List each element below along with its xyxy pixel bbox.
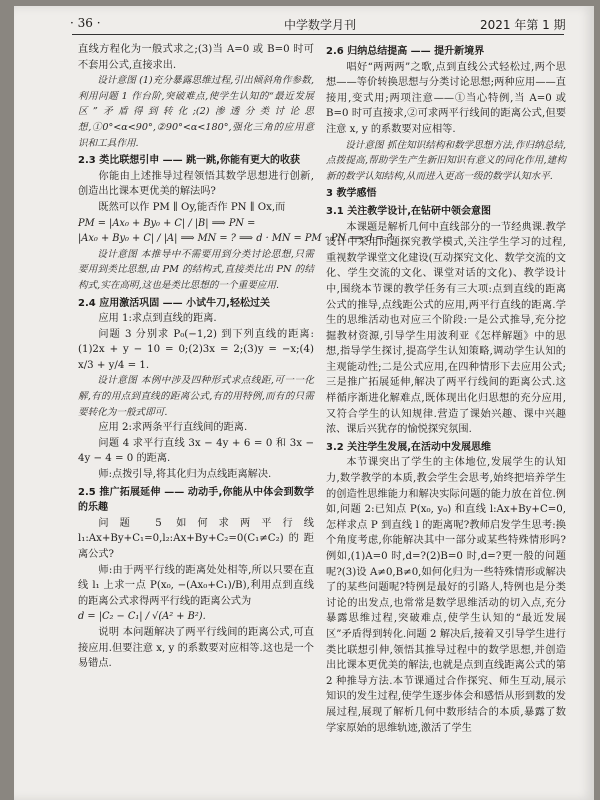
paragraph: 应用 2:求两条平行直线间的距离. <box>98 422 248 434</box>
paragraph: 问题 5 如何求两平行线 l₁:Ax+By+C₁=0,l₂:Ax+By+C₂=0(C₁≠C₂)的距离公式? <box>78 517 314 560</box>
paragraph: 唱好“两两两”之歌,点到直线公式轻松过,两个思想——等价转换思想与分类讨论思想;两种应用——直接用,变式用;两项注意——①当心特例,当 A=0 或 B=0 时可直接求,②可求两平行线间的距离公式,但要注意 x, y 的系数要对应相等. <box>326 61 566 135</box>
design-intent-note: 设计意图 (1)充分暴露思维过程,引出倾斜角作参数,利用问题 1 作台阶,突破难点,使学生认知的“最近发展区”矛盾得到转化;(2)渗透分类讨论思想,①0°<α<90°,②90°<α<180°,强化三角的应用意识和工具作用. <box>78 75 314 149</box>
section-heading: 3.2 关注学生发展,在活动中发展思维 <box>326 441 491 453</box>
design-intent-note: 设计意图 本例中涉及四种形式求点线距,可一一化解,有的用点到直线的距离公式,有的用特例,而有的只需要转化为一般式即可. <box>78 375 314 418</box>
issue-label: 2021 年第 1 期 <box>480 18 566 32</box>
paragraph: 直线方程化为一般式求之;(3)当 A=0 或 B=0 时可不套用公式,直接求出. <box>78 44 314 71</box>
section-heading: |Ax₀ + By₀ + C| / |A| ⟹ MN = ? ⟹ d · MN = PM · PN ⟹ d = ? <box>78 233 393 245</box>
paragraph: 应用 1:求点到直线的距离. <box>98 313 217 325</box>
section-heading: PM = |Ax₀ + By₀ + C| / |B| ⟹ PN = <box>78 217 256 229</box>
paragraph: 本课题是解析几何中直线部分的一节经典课.教学设计中采用问题探究教学模式,关注学生学习的过程,重视数学课堂文化建设(互动探究文化、数学交流的文化、学生交流的文化、课堂对话的文化)、教学设计中,围绕本节课的教学任务有三大项:点到直线的距离公式的推导,点线距公式的应用,两平行直线的距离.学生的思维活动也对应三个阶段:一是公式推导,充分挖掘教材资源,引导学生用波利亚《怎样解题》中的思想,指导学生探讨,提高学生认知策略,调动学生认知的主观能动性;二是公式应用,在四种情形下去应用公式;三是推广拓展延伸,解决了两平行线间的距离公式.这样循序渐进化解难点,既体现出化归思想的充分应用,又符合学生的认知规律.营造了课始兴趣、课中兴趣浓、课后兴犹存的愉悦探究氛围. <box>326 221 566 436</box>
section-heading: 2.6 归纳总结提高 —— 提升新境界 <box>326 46 485 57</box>
paragraph: 师:由于两平行线的距离处处相等,所以只要在直线 l₁ 上求一点 P(x₀, −(Ax₀+C₁)/B),利用点到直线的距离公式求得两平行线的距离公式为 <box>78 564 314 607</box>
page-number: · 36 · <box>70 16 101 30</box>
paragraph: 师:点拨引导,将其化归为点线距离解决. <box>98 469 272 481</box>
journal-title: 中学数学月刊 <box>284 18 357 32</box>
design-intent-note: 设计意图 本推导中不需要用到分类讨论思想,只需要用到类比思想,由 PM 的结构式,直接类比出 PN 的结构式,实在高明,这也是类比思想的一个重要应用. <box>78 248 314 291</box>
paragraph: 问题 4 求平行直线 3x − 4y + 6 = 0 和 3x − 4y − 4 = 0 的距离. <box>78 437 314 465</box>
paragraph: 问题 3 分别求 P₀(−1,2) 到下列直线的距离:(1)2x + y − 10 = 0;(2)3x = 2;(3)y = −x;(4) x/3 + y/4 = 1. <box>78 328 314 371</box>
section-heading: d = |C₂ − C₁| / √(A² + B²). <box>78 611 206 623</box>
design-intent-note: 设计意图 抓住知识结构和数学思想方法,作归纳总结,点拨提高,帮助学生产生新旧知识有意义的同化作用,建构新的数学认知结构,从而进入更高一级的数学认知水平. <box>326 139 566 182</box>
section-heading: 2.5 推广拓展延伸 —— 动动手,你能从中体会到数学的乐趣 <box>78 486 314 514</box>
running-header <box>14 6 594 38</box>
header-rule <box>72 34 564 35</box>
paragraph: 你能由上述推导过程领悟其数学思想进行创新,创造出比课本更优美的解法吗? <box>78 170 314 198</box>
paragraph: 既然可以作 PM ∥ Oy,能否作 PN ∥ Ox,而 <box>98 201 286 213</box>
section-heading: 2.3 类比联想引申 —— 跳一跳,你能有更大的收获 <box>78 155 300 167</box>
journal-page <box>14 6 594 800</box>
paragraph: 说明 本问题解决了两平行线间的距离公式,可直接应用.但要注意 x, y 的系数要对应相等.这也是一个易错点. <box>78 626 314 670</box>
paragraph: 本节课突出了学生的主体地位,发展学生的认知力,数学教学的本质,教会学生会思考,始终把培养学生的创造性思维能力和解决实际问题的能力放在首位.例如,问题 2:已知点 P(x₀, y₀) 和直线 l:Ax+By+C=0,怎样求点 P 到直线 l 的距离呢?教师启发学生思考:换个角度考虑,你能解决其中一部分或某些特殊情形吗?例如,(1)A=0 时,d=?(2)B=0 时,d=?更一般的问题呢?(3)设 A≠0,B≠0,如何化归为一些特殊情形或解决了的某些问题呢?特例是最好的引路人,特例也是分类讨论的出发点,也常常是数学思维活动的切入点,充分暴露思维过程,突破难点,使学生认知的“最近发展区”矛盾得到转化.问题 2 解决后,接着又引导学生进行类比联想引伸,领悟其推导过程中的数学思想,并创造出比课本更优美的解法,也就是点到直线距离公式的第 2 种推导方法.本节课通过合作探究、师生互动,展示知识的发生过程,使学生逐步体会和感悟从形到数的发展过程,展现了解析几何中数形结合的本质,暴露了数学家原始的思维轨迹,激活了学生 <box>326 457 566 734</box>
right-column <box>326 42 566 736</box>
section-heading: 3 教学感悟 <box>326 188 377 200</box>
section-heading: 2.4 应用激活巩固 —— 小试牛刀,轻松过关 <box>78 297 270 309</box>
section-heading: 3.1 关注教学设计,在钻研中领会意图 <box>326 205 491 217</box>
